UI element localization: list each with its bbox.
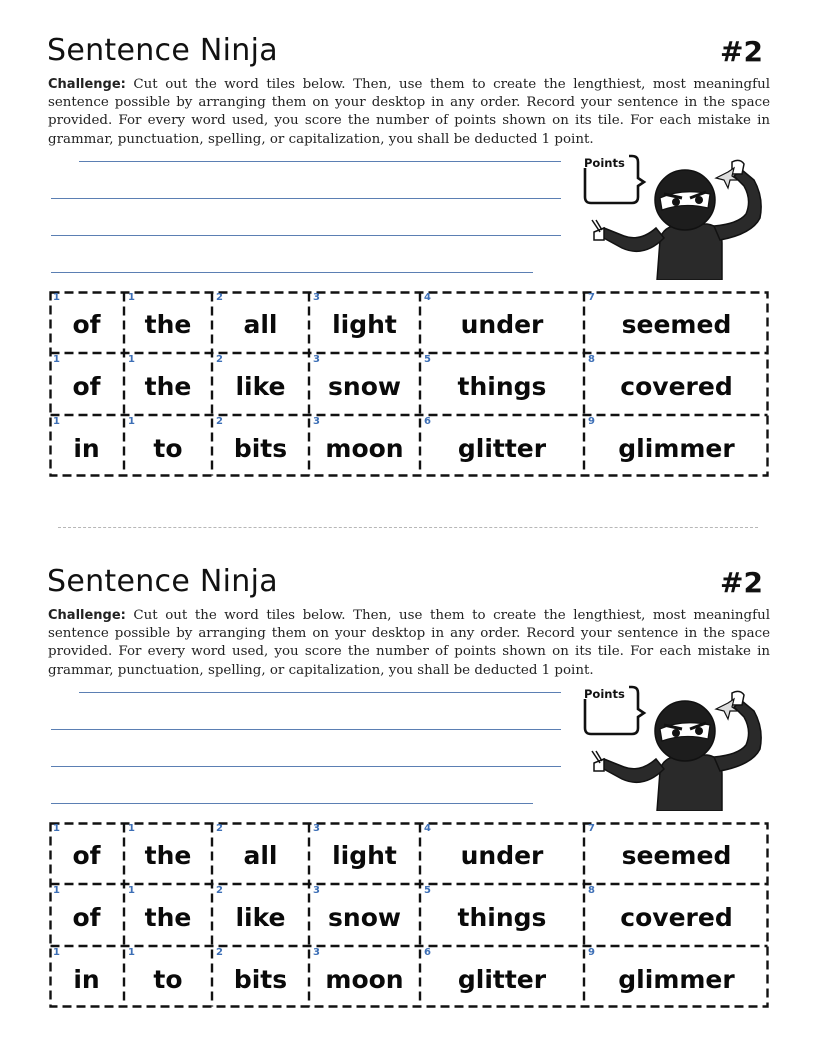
tile-word: covered (620, 902, 733, 932)
tile-points: 8 (588, 354, 595, 365)
tile-points: 5 (424, 354, 431, 365)
ninja-illustration (582, 679, 772, 811)
word-tile[interactable] (124, 291, 212, 353)
tile-points: 1 (128, 416, 135, 427)
word-tile[interactable] (124, 353, 212, 415)
tile-points: 2 (216, 947, 223, 958)
answer-line[interactable] (79, 692, 561, 693)
tile-points: 2 (216, 416, 223, 427)
tile-points: 3 (313, 292, 320, 303)
word-tile[interactable] (212, 946, 309, 1008)
tile-word: glimmer (618, 433, 735, 463)
worksheet-1 (0, 0, 816, 500)
tile-word: glitter (457, 433, 547, 463)
tile-points: 2 (216, 885, 223, 896)
challenge-text: Cut out the word tiles below. Then, use them to create the lengthiest, most meaningful sentence possible by arranging them on your desktop in any order. Record your sentence in the space provided. For every word used, you score the number of points shown on its tile. For each mistake in grammar, punctuation, spelling, or capitalization, you shall be deducted 1 point. (48, 77, 770, 147)
tile-word: glitter (457, 964, 547, 994)
word-tile[interactable] (212, 884, 309, 946)
word-tile[interactable] (49, 884, 124, 946)
word-tile[interactable] (420, 353, 584, 415)
tile-points: 1 (128, 947, 135, 958)
word-tile[interactable] (309, 884, 420, 946)
tile-points: 1 (53, 416, 60, 427)
tile-points: 1 (128, 823, 135, 834)
tile-word: all (243, 309, 278, 339)
word-tile[interactable] (309, 822, 420, 884)
tile-word: to (153, 964, 183, 994)
word-tile[interactable] (584, 415, 769, 477)
tile-word: snow (328, 371, 401, 401)
tile-word: of (72, 902, 101, 932)
word-tile[interactable] (420, 884, 584, 946)
tile-points: 1 (53, 354, 60, 365)
points-box (583, 685, 644, 734)
tile-word: things (457, 371, 547, 401)
tile-word: under (460, 840, 544, 870)
tile-points: 8 (588, 885, 595, 896)
word-tile[interactable] (49, 822, 124, 884)
answer-line[interactable] (79, 161, 561, 162)
tile-points: 7 (588, 292, 595, 303)
tile-word: the (144, 309, 192, 339)
word-tile-grid (49, 291, 769, 477)
points-label: Points (584, 156, 625, 170)
cut-divider-line (58, 527, 758, 528)
tile-word: moon (325, 964, 404, 994)
word-tile[interactable] (309, 353, 420, 415)
word-tile[interactable] (309, 291, 420, 353)
worksheet-title: Sentence Ninja (47, 564, 278, 599)
word-tile[interactable] (124, 946, 212, 1008)
tile-points: 1 (53, 947, 60, 958)
word-tile[interactable] (49, 353, 124, 415)
word-tile[interactable] (212, 822, 309, 884)
word-tile[interactable] (584, 884, 769, 946)
tile-points: 3 (313, 885, 320, 896)
worksheet-2 (0, 531, 816, 1031)
tile-points: 3 (313, 947, 320, 958)
word-tile[interactable] (584, 822, 769, 884)
tile-points: 2 (216, 354, 223, 365)
points-label: Points (584, 687, 625, 701)
answer-line[interactable] (51, 766, 561, 767)
tile-word: bits (233, 964, 288, 994)
tile-word: of (72, 309, 101, 339)
word-tile[interactable] (212, 291, 309, 353)
word-tile[interactable] (49, 291, 124, 353)
tile-word: things (457, 902, 547, 932)
word-tile[interactable] (49, 415, 124, 477)
tile-word: light (332, 309, 397, 339)
worksheet-number: #2 (720, 566, 763, 599)
tile-word: in (73, 433, 100, 463)
word-tile[interactable] (420, 291, 584, 353)
worksheet-title: Sentence Ninja (47, 33, 278, 68)
answer-line[interactable] (51, 272, 533, 273)
word-tile[interactable] (124, 415, 212, 477)
tile-word: of (72, 840, 101, 870)
tile-word: of (72, 371, 101, 401)
word-tile[interactable] (124, 884, 212, 946)
word-tile[interactable] (124, 822, 212, 884)
word-tile-grid (49, 822, 769, 1008)
tile-word: moon (325, 433, 404, 463)
tile-word: glimmer (618, 964, 735, 994)
tile-points: 1 (53, 885, 60, 896)
tile-word: to (153, 433, 183, 463)
tile-word: the (144, 371, 192, 401)
ninja-illustration (582, 148, 772, 280)
word-tile[interactable] (420, 946, 584, 1008)
tile-word: like (235, 902, 286, 932)
tile-points: 9 (588, 947, 595, 958)
tile-points: 3 (313, 416, 320, 427)
tile-word: in (73, 964, 100, 994)
challenge-instructions (48, 607, 770, 680)
tile-points: 6 (424, 416, 431, 427)
tile-points: 1 (53, 823, 60, 834)
challenge-text: Cut out the word tiles below. Then, use them to create the lengthiest, most meaningful sentence possible by arranging them on your desktop in any order. Record your sentence in the space provided. For every word used, you score the number of points shown on its tile. For each mistake in grammar, punctuation, spelling, or capitalization, you shall be deducted 1 point. (48, 608, 770, 678)
word-tile[interactable] (309, 946, 420, 1008)
tile-word: like (235, 371, 286, 401)
points-box (583, 154, 644, 203)
word-tile[interactable] (212, 353, 309, 415)
tile-points: 3 (313, 354, 320, 365)
tile-word: all (243, 840, 278, 870)
tile-points: 4 (424, 823, 431, 834)
tile-points: 3 (313, 823, 320, 834)
tile-points: 1 (128, 354, 135, 365)
word-tile[interactable] (584, 291, 769, 353)
tile-points: 9 (588, 416, 595, 427)
answer-line[interactable] (51, 198, 561, 199)
tile-points: 2 (216, 292, 223, 303)
answer-line[interactable] (51, 235, 561, 236)
tile-word: covered (620, 371, 733, 401)
word-tile[interactable] (584, 946, 769, 1008)
word-tile[interactable] (420, 822, 584, 884)
tile-points: 5 (424, 885, 431, 896)
tile-word: seemed (621, 840, 732, 870)
challenge-label: Challenge: (48, 77, 126, 92)
tile-word: the (144, 840, 192, 870)
tile-word: seemed (621, 309, 732, 339)
tile-word: bits (233, 433, 288, 463)
word-tile[interactable] (584, 353, 769, 415)
answer-line[interactable] (51, 729, 561, 730)
challenge-label: Challenge: (48, 608, 126, 623)
tile-word: light (332, 840, 397, 870)
tile-word: snow (328, 902, 401, 932)
word-tile[interactable] (420, 415, 584, 477)
word-tile[interactable] (49, 946, 124, 1008)
answer-line[interactable] (51, 803, 533, 804)
tile-points: 7 (588, 823, 595, 834)
tile-word: under (460, 309, 544, 339)
tile-points: 6 (424, 947, 431, 958)
worksheet-number: #2 (720, 35, 763, 68)
tile-points: 1 (53, 292, 60, 303)
tile-points: 2 (216, 823, 223, 834)
tile-points: 1 (128, 292, 135, 303)
tile-points: 4 (424, 292, 431, 303)
tile-points: 1 (128, 885, 135, 896)
word-tile[interactable] (212, 415, 309, 477)
word-tile[interactable] (309, 415, 420, 477)
tile-word: the (144, 902, 192, 932)
challenge-instructions (48, 76, 770, 149)
